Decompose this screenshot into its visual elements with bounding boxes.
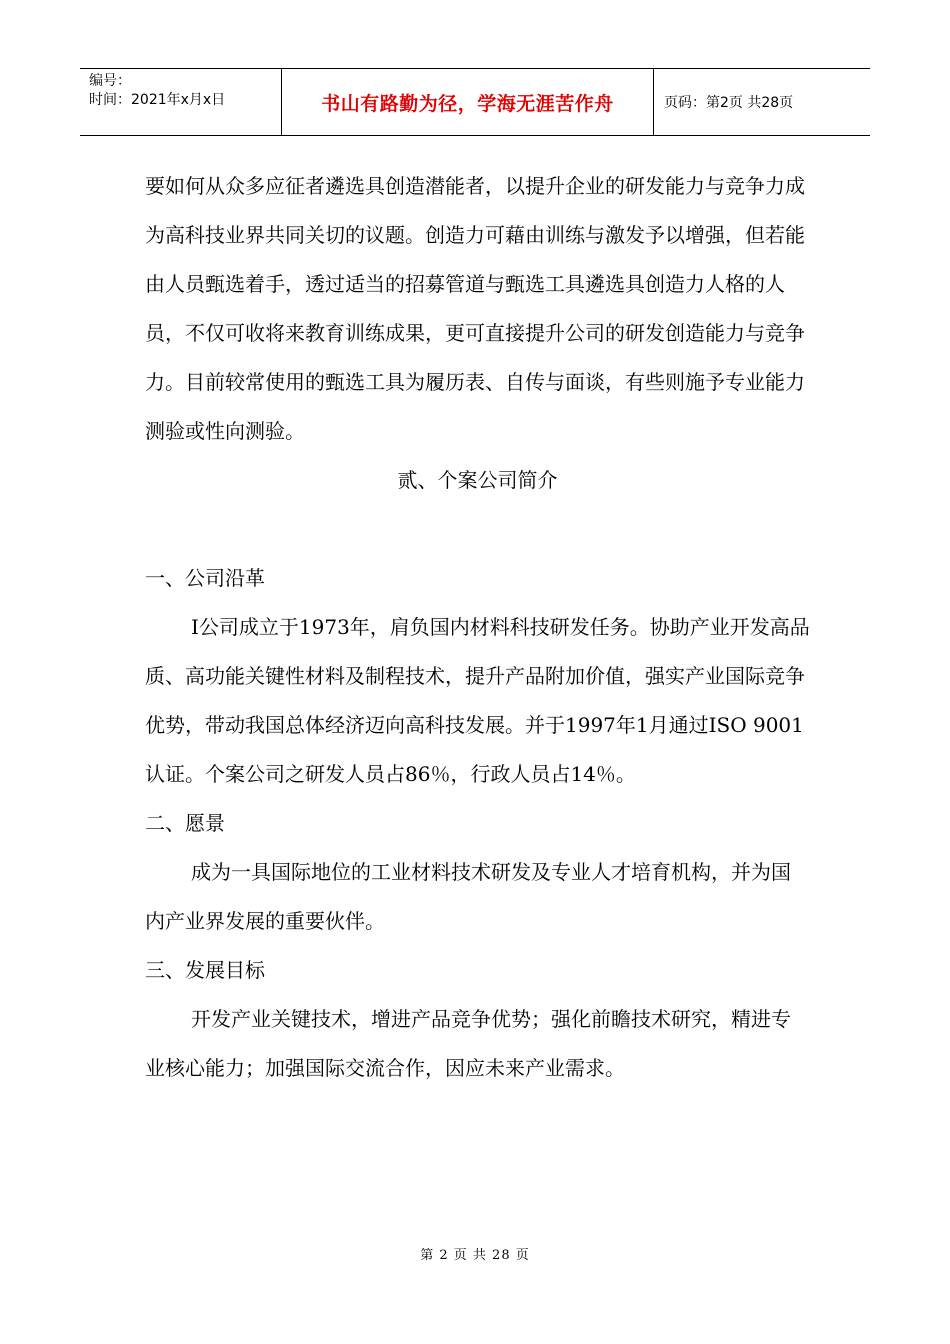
header-page-info: 页码：第2页 共28页 bbox=[664, 95, 794, 111]
intro-paragraph: 要如何从众多应征者遴选具创造潜能者，以提升企业的研发能力与竞争力成为高科技业界共同关切的议题。创造力可藉由训练与激发予以增强，但若能由人员甄选着手，透过适当的招募管道与甄选工具遴选具创造力人格的人员，不仅可收将来教育训练成果，更可直接提升公司的研发创造能力与竞争力。目前较常使用的甄选工具为履历表、自传与面谈，有些则施予专业能力测验或性向测验。 bbox=[145, 174, 805, 443]
document-header bbox=[80, 68, 870, 136]
header-meta bbox=[80, 69, 281, 135]
goals-paragraph: 开发产业关键技术，增进产品竞争优势；强化前瞻技术研究，精进专业核心能力；加强国际交流合作，因应未来产业需求。 bbox=[145, 1007, 791, 1080]
heading-development-goals: 三、发展目标 bbox=[145, 958, 265, 982]
spacer bbox=[145, 505, 810, 554]
document-body bbox=[145, 162, 810, 1093]
heading-vision: 二、愿景 bbox=[145, 811, 225, 835]
section-title: 贰、个案公司简介 bbox=[397, 468, 558, 492]
heading-company-history: 一、公司沿革 bbox=[145, 566, 265, 590]
history-paragraph: I公司成立于1973年，肩负国内材料科技研发任务。协助产业开发高品质、高功能关键性材料及制程技术，提升产品附加价值，强实产业国际竞争优势，带动我国总体经济迈向高科技发展。并于1997年1月通过ISO 9001认证。个案公司之研发人员占86％，行政人员占14％。 bbox=[145, 615, 810, 786]
header-motto: 书山有路勤为径，学海无涯苦作舟 bbox=[281, 69, 654, 135]
document-time-label: 时间：2021年x月x日 bbox=[89, 92, 226, 108]
document-number-label: 编号： bbox=[89, 73, 131, 89]
vision-paragraph: 成为一具国际地位的工业材料技术研发及专业人才培育机构，并为国内产业界发展的重要伙伴。 bbox=[145, 860, 791, 933]
page-footer: 第 2 页 共 28 页 bbox=[420, 1248, 530, 1263]
